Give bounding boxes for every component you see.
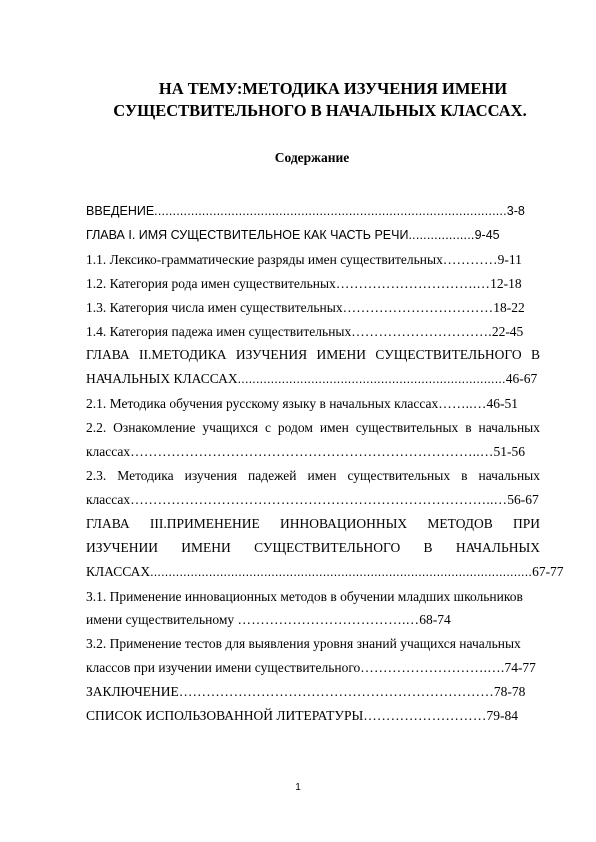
toc-entry-3-2 (86, 632, 540, 680)
toc-entry-text: классов при изучении имени существительного (86, 660, 361, 676)
toc-entry-leader: ......................................................................... (237, 372, 506, 387)
toc-entry-text: КЛАССАХ (86, 563, 151, 579)
toc-entry-pages: 56-67 (507, 491, 539, 507)
toc-entry-text: 2.1. Методика обучения русскому языку в начальных классах (86, 396, 439, 412)
toc-entry-pages: 18-22 (493, 299, 525, 315)
toc-entry-1-4 (86, 320, 540, 344)
toc-entry-leader: ……..… (438, 396, 487, 412)
toc-entry-pages: 67-77 (532, 563, 564, 579)
toc-entry-leader: ……………………………….… (237, 612, 420, 628)
toc-entry-leader: ……………………………………………………………………..… (130, 491, 508, 507)
toc-entry-line: ГЛАВА III.ПРИМЕНЕНИЕ ИННОВАЦИОННЫХ МЕТОДОВ ПРИ (86, 515, 540, 531)
title-line-1: НА ТЕМУ:МЕТОДИКА ИЗУЧЕНИЯ ИМЕНИ (158, 79, 508, 98)
document-title (60, 78, 580, 122)
toc-entry-leader: ……………………….…. (360, 660, 505, 676)
toc-entry-pages: 3-8 (506, 204, 525, 218)
toc-entry-chapter-2 (86, 343, 540, 392)
toc-entry-text: ГЛАВА I. ИМЯ СУЩЕСТВИТЕЛЬНОЕ КАК ЧАСТЬ РЕЧИ (86, 227, 409, 242)
toc-entry-text: 1.1. Лексико-грамматические разряды имен существительных (86, 251, 443, 267)
page-number: 1 (295, 782, 301, 793)
toc-entry-line: 3.2. Применение тестов для выявления уровня знаний учащихся начальных (86, 636, 521, 652)
toc-entry-pages: 12-18 (490, 275, 522, 291)
toc-entry-text: 1.4. Категория падежа имен существительных (86, 323, 352, 339)
toc-heading: Содержание (274, 150, 350, 165)
toc-entry-text: классах (86, 491, 131, 507)
toc-entry-text: СПИСОК ИСПОЛЬЗОВАННОЙ ЛИТЕРАТУРЫ (86, 708, 364, 724)
toc-entry-text: 1.2. Категория рода имен существительных (86, 275, 336, 291)
toc-entry-chapter-3 (86, 512, 564, 585)
toc-entry-text: ВВЕДЕНИЕ (86, 204, 155, 218)
toc-entry-leader: …………………………… (342, 299, 494, 315)
toc-entry-text: ЗАКЛЮЧЕНИЕ (86, 684, 179, 700)
toc-entry-leader: .................. (408, 227, 475, 242)
toc-entry-chapter-1 (86, 224, 540, 248)
toc-entry-pages: 74-77 (504, 660, 536, 676)
toc-entry-text: НАЧАЛЬНЫХ КЛАССАХ (86, 371, 238, 387)
toc-entry-pages: 9-11 (497, 251, 522, 267)
toc-entry-1-1 (86, 248, 540, 272)
toc-entry-leader: …………………………. (351, 323, 492, 339)
toc-entry-introduction (86, 200, 540, 224)
toc-entry-leader: ........................................................................................................ (150, 564, 533, 579)
toc-entry-1-2 (86, 272, 540, 296)
toc-entry-pages: 9-45 (474, 227, 500, 242)
toc-entry-pages: 78-78 (493, 684, 526, 700)
toc-entry-bibliography (86, 704, 540, 728)
toc-entry-pages: 46-67 (505, 371, 538, 387)
toc-entry-pages: 79-84 (486, 708, 519, 724)
toc-entry-pages: 22-45 (491, 323, 524, 339)
toc-entry-leader: ……………………… (363, 708, 487, 724)
toc-entry-line: 2.2. Ознакомление учащихся с родом имен существительных в начальных (86, 420, 540, 436)
toc-entry-2-1 (86, 392, 540, 416)
toc-entry-line: 2.3. Методика изучения падежей имен существительных в начальных (86, 467, 540, 483)
toc-entry-3-1 (86, 585, 540, 633)
toc-entry-line: 3.1. Применение инновационных методов в обучении младших школьников (86, 588, 523, 604)
table-of-contents (86, 200, 564, 728)
toc-entry-line: ГЛАВА II.МЕТОДИКА ИЗУЧЕНИЯ ИМЕНИ СУЩЕСТВИТЕЛЬНОГО В (86, 347, 540, 363)
toc-entry-line: ИЗУЧЕНИИ ИМЕНИ СУЩЕСТВИТЕЛЬНОГО В НАЧАЛЬНЫХ (86, 539, 540, 555)
toc-entry-pages: 46-51 (486, 396, 519, 412)
toc-entry-text: классах (86, 444, 131, 460)
toc-entry-conclusion (86, 680, 540, 704)
toc-entry-leader: ………… (442, 251, 498, 267)
toc-entry-leader: ………………………….… (335, 275, 491, 291)
toc-entry-1-3 (86, 296, 540, 320)
toc-entry-2-2 (86, 416, 540, 464)
toc-entry-leader: …………………………………………………………………..… (130, 444, 494, 460)
toc-entry-2-3 (86, 464, 540, 512)
toc-entry-pages: 68-74 (419, 612, 451, 628)
toc-entry-leader: ................................................................................................ (154, 204, 507, 218)
toc-entry-text: имени существительному (86, 612, 238, 628)
title-line-2: СУЩЕСТВИТЕЛЬНОГО В НАЧАЛЬНЫХ КЛАССАХ. (113, 101, 527, 120)
toc-entry-leader: …………………………………………………………… (178, 684, 494, 700)
toc-entry-text: 1.3. Категория числа имен существительных (86, 299, 343, 315)
toc-entry-pages: 51-56 (493, 444, 526, 460)
